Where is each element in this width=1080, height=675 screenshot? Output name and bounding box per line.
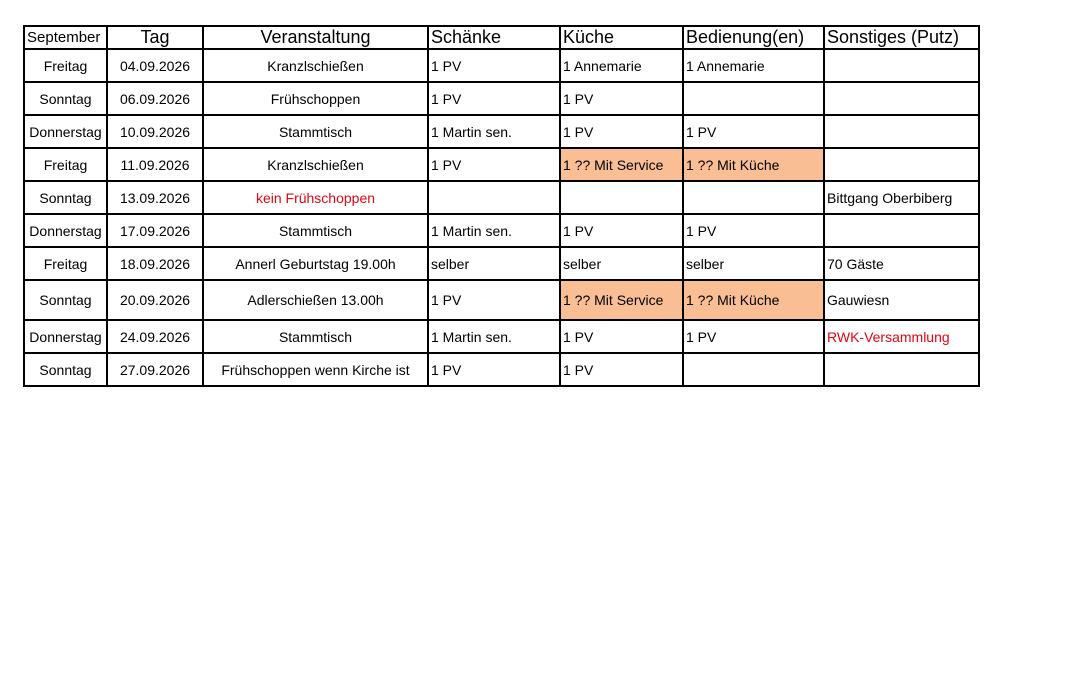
cell-date: 04.09.2026 <box>107 49 203 82</box>
cell-other: Gauwiesn <box>824 280 979 320</box>
cell-event: Adlerschießen 13.00h <box>203 280 428 320</box>
cell-event-red: kein Frühschoppen <box>203 181 428 214</box>
cell-date: 11.09.2026 <box>107 148 203 181</box>
cell-service: 1 Annemarie <box>683 49 824 82</box>
header-event: Veranstaltung <box>203 26 428 49</box>
table-row <box>24 214 979 247</box>
cell-bar: 1 Martin sen. <box>428 320 560 353</box>
cell-kitchen: 1 PV <box>560 320 683 353</box>
cell-bar: selber <box>428 247 560 280</box>
cell-bar: 1 PV <box>428 49 560 82</box>
cell-weekday: Freitag <box>24 148 107 181</box>
cell-weekday: Sonntag <box>24 280 107 320</box>
cell-weekday: Donnerstag <box>24 320 107 353</box>
header-kitchen: Küche <box>560 26 683 49</box>
cell-kitchen: selber <box>560 247 683 280</box>
cell-service-highlight: 1 ?? Mit Küche <box>683 280 824 320</box>
cell-event: Stammtisch <box>203 115 428 148</box>
cell-bar: 1 PV <box>428 82 560 115</box>
cell-event: Kranzlschießen <box>203 148 428 181</box>
cell-kitchen: 1 PV <box>560 82 683 115</box>
table-row <box>24 247 979 280</box>
cell-bar: 1 Martin sen. <box>428 115 560 148</box>
cell-weekday: Freitag <box>24 49 107 82</box>
cell-weekday: Sonntag <box>24 353 107 386</box>
header-row <box>24 26 979 49</box>
cell-other: 70 Gäste <box>824 247 979 280</box>
cell-kitchen: 1 PV <box>560 353 683 386</box>
cell-other <box>824 148 979 181</box>
cell-date: 06.09.2026 <box>107 82 203 115</box>
cell-service <box>683 353 824 386</box>
cell-other-red: RWK-Versammlung <box>824 320 979 353</box>
cell-other <box>824 82 979 115</box>
cell-service: 1 PV <box>683 320 824 353</box>
cell-date: 13.09.2026 <box>107 181 203 214</box>
cell-other <box>824 214 979 247</box>
table-row <box>24 320 979 353</box>
cell-weekday: Freitag <box>24 247 107 280</box>
header-bar: Schänke <box>428 26 560 49</box>
cell-other <box>824 353 979 386</box>
cell-date: 18.09.2026 <box>107 247 203 280</box>
cell-date: 17.09.2026 <box>107 214 203 247</box>
header-month: September <box>24 26 107 49</box>
cell-bar <box>428 181 560 214</box>
cell-weekday: Sonntag <box>24 181 107 214</box>
cell-event: Stammtisch <box>203 214 428 247</box>
cell-kitchen-highlight: 1 ?? Mit Service <box>560 148 683 181</box>
cell-service: 1 PV <box>683 214 824 247</box>
cell-bar: 1 PV <box>428 353 560 386</box>
cell-service-highlight: 1 ?? Mit Küche <box>683 148 824 181</box>
cell-service <box>683 181 824 214</box>
cell-service <box>683 82 824 115</box>
cell-kitchen: 1 PV <box>560 115 683 148</box>
cell-bar: 1 PV <box>428 148 560 181</box>
cell-bar: 1 Martin sen. <box>428 214 560 247</box>
header-day: Tag <box>107 26 203 49</box>
table-row <box>24 280 979 320</box>
table-row <box>24 353 979 386</box>
cell-kitchen-highlight: 1 ?? Mit Service <box>560 280 683 320</box>
cell-kitchen: 1 Annemarie <box>560 49 683 82</box>
cell-date: 20.09.2026 <box>107 280 203 320</box>
cell-date: 24.09.2026 <box>107 320 203 353</box>
cell-service: 1 PV <box>683 115 824 148</box>
header-other: Sonstiges (Putz) <box>824 26 979 49</box>
cell-weekday: Donnerstag <box>24 115 107 148</box>
cell-service: selber <box>683 247 824 280</box>
cell-event: Annerl Geburtstag 19.00h <box>203 247 428 280</box>
event-schedule-table <box>23 25 980 387</box>
table-row <box>24 148 979 181</box>
cell-event: Frühschoppen <box>203 82 428 115</box>
cell-other: Bittgang Oberbiberg <box>824 181 979 214</box>
cell-event: Stammtisch <box>203 320 428 353</box>
cell-date: 10.09.2026 <box>107 115 203 148</box>
cell-weekday: Sonntag <box>24 82 107 115</box>
cell-bar: 1 PV <box>428 280 560 320</box>
cell-event: Frühschoppen wenn Kirche ist <box>203 353 428 386</box>
cell-other <box>824 49 979 82</box>
cell-other <box>824 115 979 148</box>
cell-date: 27.09.2026 <box>107 353 203 386</box>
cell-weekday: Donnerstag <box>24 214 107 247</box>
cell-event: Kranzlschießen <box>203 49 428 82</box>
table-row <box>24 115 979 148</box>
table-row <box>24 82 979 115</box>
table-row <box>24 181 979 214</box>
cell-kitchen: 1 PV <box>560 214 683 247</box>
header-service: Bedienung(en) <box>683 26 824 49</box>
table-row <box>24 49 979 82</box>
cell-kitchen <box>560 181 683 214</box>
